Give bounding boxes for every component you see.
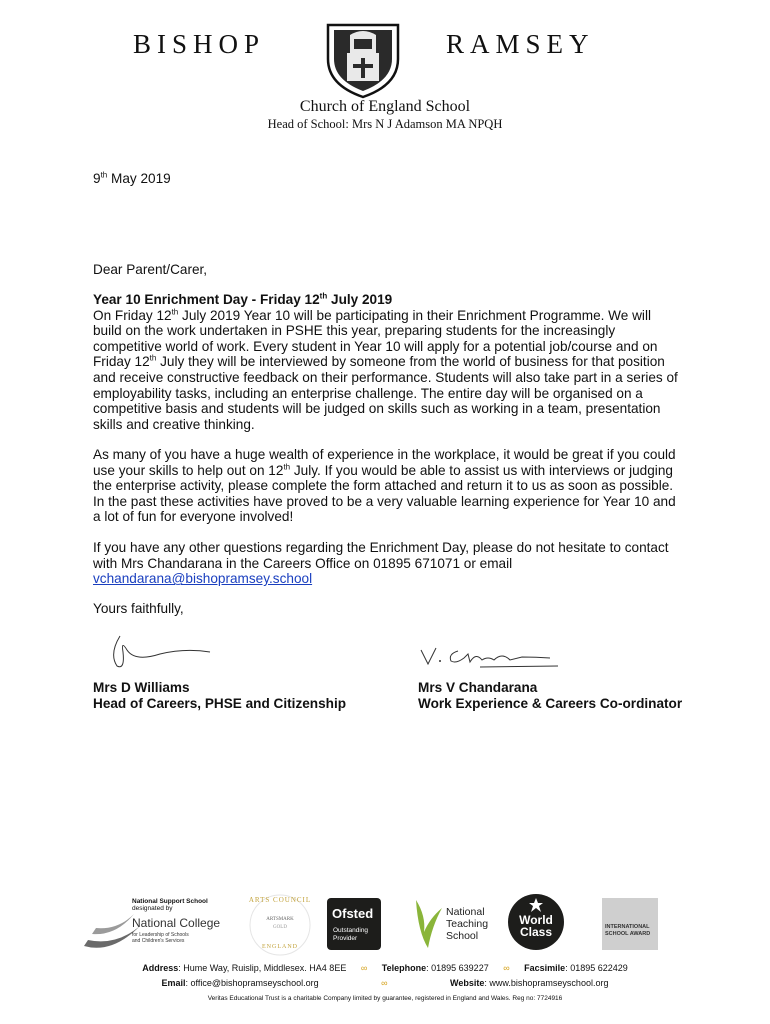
- separator-icon: ∞: [360, 963, 368, 973]
- arts-bottom: ENGLAND: [262, 944, 298, 950]
- national-college-logo: [82, 896, 232, 956]
- address-label: Address: [142, 963, 179, 973]
- fax-value: 01895 622429: [570, 963, 628, 973]
- address-value: Hume Way, Ruislip, Middlesex. HA4 8EE: [183, 963, 347, 973]
- nts-leaf-icon: [412, 898, 446, 950]
- telephone-value: 01895 639227: [431, 963, 489, 973]
- letter-body-1: [93, 292, 683, 432]
- signatory-1-name: Mrs D Williams: [93, 680, 190, 695]
- school-name-right: RAMSEY: [446, 29, 595, 59]
- signatory-2: [418, 680, 682, 712]
- isa-line2: SCHOOL AWARD: [605, 931, 651, 937]
- wc-line2: Class: [519, 925, 553, 939]
- world-class-star-icon: [529, 898, 543, 912]
- signatory-1: [93, 680, 346, 712]
- nts-line2: Teaching: [446, 918, 489, 930]
- footer-contact-line1: Address: Hume Way, Ruislip, Middlesex. HA4 8EE ∞ Telephone: 01895 639227 ∞ Facsimile: 01895 622429: [142, 963, 628, 973]
- nsl-name: National College: [132, 916, 221, 930]
- footer-email-link[interactable]: office@bishopramseyschool.org: [190, 978, 319, 988]
- email-link[interactable]: vchandarana@bishopramsey.school: [93, 571, 313, 587]
- isa-line1: INTERNATIONAL: [605, 924, 650, 930]
- ofsted-name: Ofsted: [332, 906, 374, 921]
- school-crest-icon: [320, 19, 406, 99]
- nsl-line2: designated by: [132, 905, 173, 912]
- signatory-2-name: Mrs V Chandarana: [418, 680, 538, 695]
- separator-icon: ∞: [503, 963, 510, 973]
- international-school-award-logo: [602, 898, 658, 950]
- closing: Yours faithfully,: [93, 601, 184, 616]
- separator-icon: ∞: [381, 978, 388, 988]
- nts-line3: School: [446, 930, 479, 942]
- school-name-left: BISHOP: [133, 29, 266, 59]
- nsl-sub2: and Children's Services: [132, 938, 185, 944]
- nsl-sub1: for Leadership of Schools: [132, 932, 189, 938]
- school-type: Church of England School: [299, 98, 471, 115]
- nts-line1: National: [446, 906, 485, 918]
- footer-website-link[interactable]: www.bishopramseyschool.org: [489, 978, 609, 988]
- salutation: Dear Parent/Carer,: [93, 262, 208, 277]
- subject-line: Year 10 Enrichment Day - Friday 12th July 2019: [93, 291, 393, 307]
- letter-date: 9th May 2019: [93, 170, 171, 186]
- paragraph-1: On Friday 12th July 2019 Year 10 will be participating in their Enrichment Programme. We will build on the work undertaken in PSHE this year, preparing students for the increasingly competitive world of work. Every student in Year 10 will apply for a potential job/course and on Friday 12th July they will be interviewed by someone from the world of business for that position and receive constructive feedback on their performance. Students will also take part in a series of employability tasks, including an enterprise challenge. The entire day will be organised on a competitive basis and students will be judged on skills such as working in a team, presentation skills and creative thinking.: [93, 307, 678, 432]
- ofsted-line2: Provider: [333, 935, 358, 942]
- arts-grade: GOLD: [273, 925, 287, 930]
- signature-chandarana: [418, 642, 563, 672]
- signatory-2-role: Work Experience & Careers Co-ordinator: [418, 696, 683, 711]
- paragraph-2: As many of you have a huge wealth of experience in the workplace, it would be great if you could use your skills to help out on 12th July. If you would be able to assist us with interviews or judging the enterprise activity, please complete the form attached and return it to us as soon as possible. In the past these activities have proved to be a very valuable learning experience for Year 10 and a lot of fun for everyone involved!: [93, 447, 676, 525]
- ofsted-logo: [327, 898, 381, 950]
- email-label: Email: [161, 978, 186, 988]
- national-teaching-school-logo: [412, 896, 502, 952]
- national-college-swoosh-icon: [82, 906, 142, 956]
- signature-williams: [105, 632, 215, 672]
- arts-mid: ARTSMARK: [266, 917, 294, 922]
- trust-note: Veritas Educational Trust is a charitable Company limited by guarantee, registered in England and Wales. Reg no: 7724916: [207, 995, 563, 1002]
- website-label: Website: [450, 978, 485, 988]
- telephone-label: Telephone: [381, 963, 427, 973]
- ofsted-line1: Outstanding: [333, 927, 369, 934]
- signatory-1-role: Head of Careers, PHSE and Citizenship: [93, 696, 347, 711]
- world-class-logo: [508, 894, 564, 950]
- head-of-school: Head of School: Mrs N J Adamson MA NPQH: [267, 117, 503, 131]
- footer-contact-line2: Email: office@bishopramseyschool.org ∞ Website: www.bishopramseyschool.org: [161, 978, 609, 988]
- nsl-line1: National Support School: [132, 898, 208, 905]
- arts-council-logo: [247, 892, 313, 958]
- fax-label: Facsimile: [524, 963, 566, 973]
- arts-top: ARTS COUNCIL: [248, 896, 312, 904]
- wc-line1: World: [519, 913, 553, 927]
- paragraph-3: If you have any other questions regarding the Enrichment Day, please do not hesitate to contact with Mrs Chandarana in the Careers Office on 01895 671071 or email vchandarana@bishopramsey.school: [93, 540, 669, 587]
